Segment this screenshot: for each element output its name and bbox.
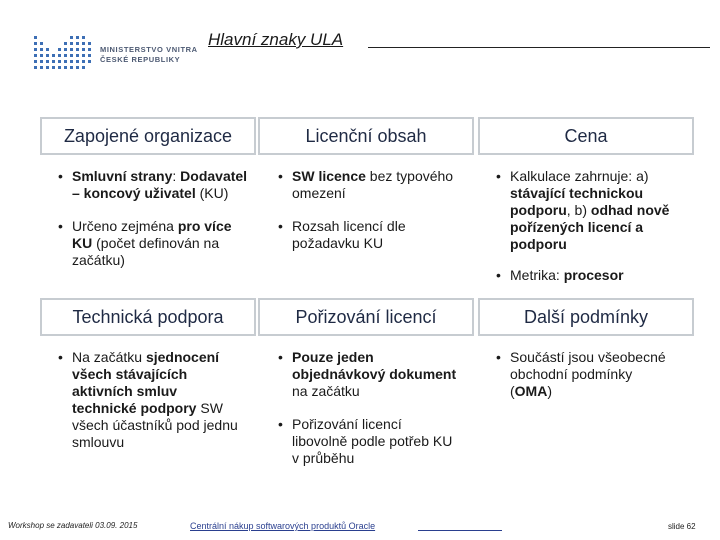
- ministry-logo-text: MINISTERSTVO VNITRA ČESKÉ REPUBLIKY: [100, 45, 198, 64]
- list-item: • SW licence bez typového omezení: [274, 168, 454, 202]
- list-item: • Metrika: procesor: [492, 267, 674, 284]
- cell-zapojene-organizace: [54, 168, 254, 285]
- list-item: • Součástí jsou všeobecné obchodní podmínky (OMA): [492, 349, 674, 400]
- cell-licencni-obsah: [274, 168, 454, 268]
- list-item: • Kalkulace zahrnuje: a) stávající technickou podporu, b) odhad nově pořízených licencí a podporu: [492, 168, 674, 253]
- header-dalsi-podminky: Další podmínky: [478, 298, 694, 336]
- list-item: • Na začátku sjednocení všech stávajících aktivních smluv technické podpory SW všech účastníků pod jednu smlouvu: [54, 349, 244, 451]
- footer-project-link[interactable]: Centrální nákup softwarových produktů Oracle: [190, 521, 376, 531]
- cell-cena: [492, 168, 674, 300]
- list-item: • Pouze jeden objednávkový dokument na začátku: [274, 349, 459, 400]
- list-item: • Určeno zejména pro více KU (počet definován na začátku): [54, 218, 254, 269]
- footer-event: Workshop se zadavateli 03.09. 2015: [8, 521, 138, 530]
- slide-number: slide 62: [668, 522, 696, 531]
- cell-dalsi-podminky: [492, 349, 674, 416]
- slide-title: Hlavní znaky ULA: [208, 30, 344, 49]
- list-item: • Smluvní strany: Dodavatel – koncový uživatel (KU): [54, 168, 254, 202]
- list-item: • Pořizování licencí libovolně podle potřeb KU v průběhu: [274, 416, 459, 467]
- cell-technicka-podpora: [54, 349, 244, 467]
- title-underline: [368, 47, 710, 48]
- header-licencni-obsah: Licenční obsah: [258, 117, 474, 155]
- header-porizovani-licenci: Pořizování licencí: [258, 298, 474, 336]
- header-zapojene-organizace: Zapojené organizace: [40, 117, 256, 155]
- list-item: • Rozsah licencí dle požadavku KU: [274, 218, 454, 252]
- header-technicka-podpora: Technická podpora: [40, 298, 256, 336]
- cell-porizovani-licenci: [274, 349, 459, 483]
- footer-underline: [418, 530, 502, 531]
- header-cena: Cena: [478, 117, 694, 155]
